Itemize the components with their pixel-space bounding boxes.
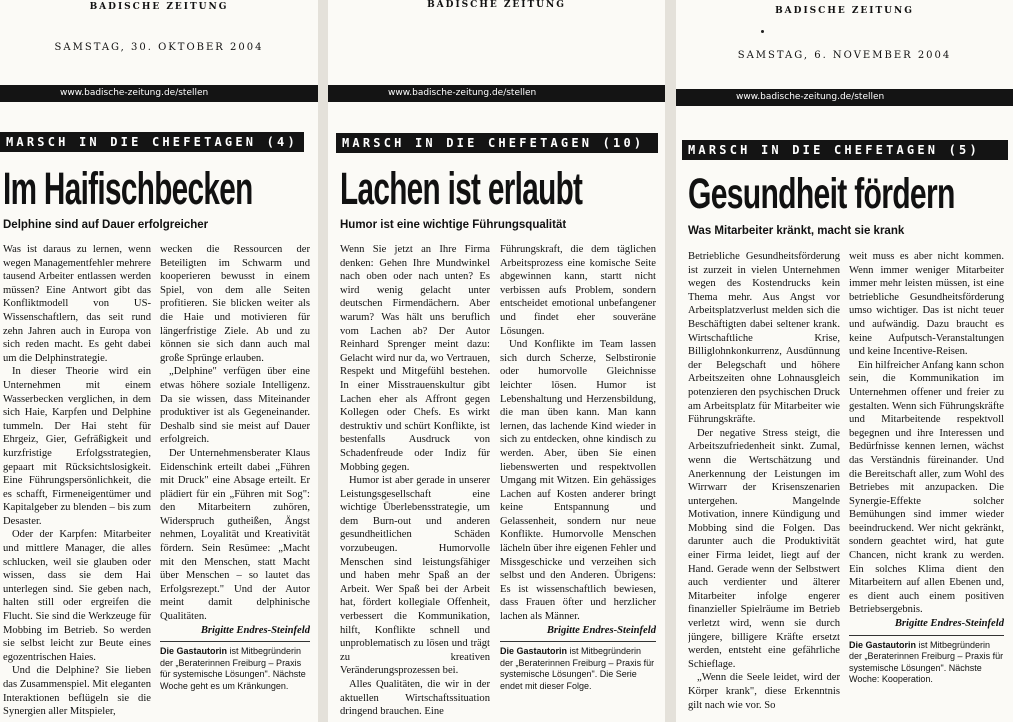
paragraph: Wenn Sie jetzt an Ihre Firma denken: Gehen Ihre Mundwinkel nach oben oder nach unten? Es wird wenig gelacht unter deutschen Firmendächern. Aber warum? Was hält uns beruflich vom Lachen ab? Der Autor Reinhard Sprenger meint dazu: Gelacht wird nur da, wo Vertrauen, Respekt und Mitgefühl bestehen. In einer Misstrauenskultur gibt Lachen eher als Affront gegen Kollegen oder Chefs. Es wirkt destruktiv und schürt Konflikte, ist bestenfalls Ausdruck von Schadenfreude oder Indiz für Mobbing gegen.: [340, 244, 490, 473]
article-headline: Lachen ist erlaubt: [340, 163, 583, 214]
series-bar: MARSCH IN DIE CHEFETAGEN (4): [0, 132, 304, 152]
dateline: SAMSTAG, 6. NOVEMBER 2004: [737, 50, 952, 61]
author-bio: [500, 646, 656, 692]
bio-label: Die Gastautorin: [500, 646, 568, 657]
series-bar: MARSCH IN DIE CHEFETAGEN (5): [682, 140, 1008, 160]
article-headline: Im Haifischbecken: [3, 163, 253, 214]
paragraph: Und Konflikte im Team lassen sich durch Scherze, Selbstironie oder humorvolle Gleichnisse leichter lösen. Humor ist Lebenshaltung und Herzensbildung, die man üben kann. Man kann lernen, das lachende Kind wieder in sich zu entdecken, ohne kindisch zu werden. Aber, üben Sie einen liebenswerten und respektvollen Umgang mit Witzen. Ein gehässiges Lachen auf Kosten anderer bringt keine Entspannung und Gelassenheit, sondern nur neue Konflikte. Humorvolle Menschen lächeln über ihre eigenen Fehler und Missgeschicke und verzeihen sich selbst und den Anderen. Übrigens: Es ist wissenschaftlich bewiesen, dass Frauen öfter und herzlicher lachen als Männer.: [500, 339, 656, 623]
paragraph: weit muss es aber nicht kommen. Wenn immer weniger Mitarbeiter immer mehr leisten müssen, ist eine betriebliche Gesundheitsförderung umso wichtiger. Das ist nicht teuer und aufwändig. Dazu braucht es keine Aufputsch-Veranstaltungen und keine Incentive-Reisen.: [849, 251, 1004, 358]
paragraph: „Delphine" verfügen über eine etwas höhere soziale Intelligenz. Da sie wissen, dass Miteinander produktiver ist als Gegeneinander. Deshalb sind sie meist auf Dauer erfolgreich.: [160, 366, 310, 446]
bio-text: ist Mitbegründerin der „Beraterinnen Freiburg – Praxis für systemische Lösungen". Nächste Woche geht es um Kränkungen.: [160, 646, 306, 691]
bio-label: Die Gastautorin: [160, 646, 228, 657]
newspaper-clipping-2: [328, 0, 665, 722]
article-column: [160, 243, 310, 722]
clipping-gap: [318, 0, 328, 722]
article-column: [3, 243, 151, 722]
article-headline: Gesundheit fördern: [688, 170, 955, 218]
dateline: SAMSTAG, 30. OKTOBER 2004: [54, 42, 264, 53]
url-banner: [328, 85, 665, 102]
url-text: www.badische-zeitung.de/stellen: [736, 92, 885, 102]
bio-text: ist Mitbegründerin der „Beraterinnen Freiburg – Praxis für systemische Lösungen". Nächste Woche: Kooperation.: [849, 639, 1004, 685]
author-signature: Brigitte Endres-Steinfeld: [546, 624, 656, 636]
divider: [160, 641, 310, 642]
article-column: [688, 250, 840, 722]
paragraph: „Wenn die Seele leidet, wird der Körper krank", diese Erkenntnis gilt nach wie vor. So: [688, 672, 840, 711]
speck: [761, 30, 764, 33]
divider: [849, 635, 1004, 636]
paragraph: Humor ist aber gerade in unserer Leistungsgesellschaft eine wichtige Überlebensstrategie, um dem Burn-out und anderen gesundheitlichen Schäden vorzubeugen. Humorvolle Menschen sind leistungsfähiger und haben mehr Spaß an der Arbeit. Wer Spaß bei der Arbeit hat, fördert kollegiale Offenheit, verbessert die Kommunikation, hilft, Konflikte schnell und unproblematisch zu lösen und trägt zu kreativen Veränderungsprozessen bei.: [340, 475, 490, 677]
divider: [500, 641, 656, 642]
paragraph: wecken die Ressourcen der Beteiligten im Schwarm und kooperieren bewusst in einem Spiel, von dem alle Seiten profitieren. Sie blicken weiter als die Haie und motivieren für längerfristige Ziele. Ab und zu können sie sich dann auch mal große Sprünge erlauben.: [160, 244, 310, 364]
url-banner: [676, 89, 1013, 106]
series-bar: MARSCH IN DIE CHEFETAGEN (10): [336, 133, 658, 153]
url-text: www.badische-zeitung.de/stellen: [60, 88, 209, 98]
masthead: BADISCHE ZEITUNG: [427, 0, 566, 10]
article-column: [340, 243, 490, 722]
paragraph: Alles Qualitäten, die wir in der aktuellen Wirtschaftssituation dringend brauchen. Eine: [340, 679, 490, 718]
author-bio: [160, 646, 310, 692]
bio-label: Die Gastautorin: [849, 639, 917, 650]
paragraph: Betriebliche Gesundheitsförderung ist zurzeit in vielen Unternehmen wegen des Kostendrucks kein Thema mehr. Aus Angst vor Arbeitsplatzverlust melden sich die Beschäftigten dabei seltener krank. Wirtschaftliche Krise, Billiglohnkonkurrenz, Ausdünnung der Belegschaft und höhere Arbeitszeiten ohne Lohnausgleich potenzieren den psychischen Druck am Arbeitsplatz für Mitarbeiter wie Führungskräfte.: [688, 251, 840, 426]
author-signature: Brigitte Endres-Steinfeld: [894, 618, 1004, 630]
paragraph: In dieser Theorie wird ein Unternehmen mit einem Wasserbecken verglichen, in dem sich Haie, Karpfen und Delphine tummeln. Der Hai steht für Ehrgeiz, Gier, Gefräßigkeit und kurzfristige Erfolgsstrategien, gepaart mit Rücksichtslosigkeit. Eine Führungspersönlichkeit, die es schafft, Firmeneigentümer und Kapitalgeber zu blenden – bis zum Desaster.: [3, 366, 151, 527]
article-column: [500, 243, 656, 722]
author-bio: [849, 640, 1004, 686]
paragraph: Oder der Karpfen: Mitarbeiter und mittlere Manager, die alles schlucken, weil sie glauben oder wissen, dass sie dem Hai unterlegen sind. Sie geben nach, halten still oder ergreifen die Flucht. Sie sind die Werkzeuge für Mobbing im Betrieb. So werden sie selbst leicht zur Beute eines egozentrischen Haies.: [3, 529, 151, 663]
newspaper-clipping-3: [676, 0, 1013, 722]
article-subhead: Humor ist eine wichtige Führungsqualität: [340, 219, 567, 231]
url-banner: [0, 85, 318, 102]
article-column: [849, 250, 1004, 722]
paragraph: Führungskraft, die dem täglichen Arbeitsprozess eine komische Seite abgewinnen kann, startt nicht verbissen aufs Problem, sondern entscheidet emotional unbefangener und findet eher souveräne Lösungen.: [500, 244, 656, 337]
paragraph: Der negative Stress steigt, die Arbeitszufriedenheit sinkt. Zumal, wenn die Wertschätzung und Anerkennung der Leistungen im Wirrwarr der Krisenszenarien untergehen. Mangelnde Motivation, innere Kündigung und Mobbing sind die Folgen. Das darunter auch die Produktivität einer Firma leidet, liegt auf der Hand. Gerade wenn der Selbstwert auch verdienter und älterer Mitarbeiter infolge engerer finanzieller Spielräume im Betrieb verletzt wird, wenn sie durch jüngere, billigere Kräfte ersetzt werden, entsteht eine gefährliche Schieflage.: [688, 427, 840, 670]
newspaper-clipping-1: [0, 0, 318, 722]
clipping-gap: [665, 0, 676, 722]
url-text: www.badische-zeitung.de/stellen: [388, 88, 537, 98]
bio-text: ist Mitbegründerin der „Beraterinnen Freiburg – Praxis für systemische Lösungen". Die Serie endet mit dieser Folge.: [500, 646, 655, 691]
article-subhead: Delphine sind auf Dauer erfolgreicher: [3, 219, 209, 231]
masthead: BADISCHE ZEITUNG: [89, 2, 229, 12]
author-signature: Brigitte Endres-Steinfeld: [200, 624, 310, 636]
paragraph: Und die Delphine? Sie lieben das Zusammenspiel. Mit eleganten Interaktionen beflügeln sie die Synergien aller Mitspieler,: [3, 665, 151, 718]
paragraph: Ein hilfreicher Anfang kann schon sein, die Kommunikation im Unternehmen offener und freier zu gestalten. Wenn sich Führungskräfte und Mitarbeitende respektvoll begegnen und ihre Interessen und Bedürfnisse kennen lernen, wächst das Verständnis füreinander. Und die Bereitschaft aller, zum Wohl des Betriebes mit anzupacken. Die Synergie-Effekte solcher Bemühungen sind immer wieder beeindruckend. Wer nicht gekränkt, sondern geachtet wird, hat gute Chancen, nicht krank zu werden. Ein solches Klima dient den Mitarbeitern auf allen Ebenen und, es dient auch einem positiven Betriebsergebnis.: [849, 359, 1004, 616]
masthead: BADISCHE ZEITUNG: [775, 6, 914, 16]
paragraph: Der Unternehmensberater Klaus Eidenschink erteilt dabei „Führen mit Druck" eine Absage erteilt. Er plädiert für ein „Führen mit Sog": den Mitarbeitern zuhören, Widerspruch gutheißen, Ängst nehmen, Loyalität und Kreativität fördern. Sein Resümee: „Macht mit den Menschen, statt Macht über Menschen – so lautet das Erfolgsrezept." Und der Autor meint damit delphinische Qualitäten.: [160, 447, 310, 623]
article-subhead: Was Mitarbeiter kränkt, macht sie krank: [688, 225, 905, 237]
paragraph: Was ist daraus zu lernen, wenn wegen Managementfehler mehrere tausend Arbeiter entlassen werden müssen? Eine Antwort gibt das Konfliktmodell von US-Wissenschaftlern, das seit rund zehn Jahren auch in Europa von sich reden macht. Es geht dabei um die Delphinstrategie.: [3, 244, 151, 364]
